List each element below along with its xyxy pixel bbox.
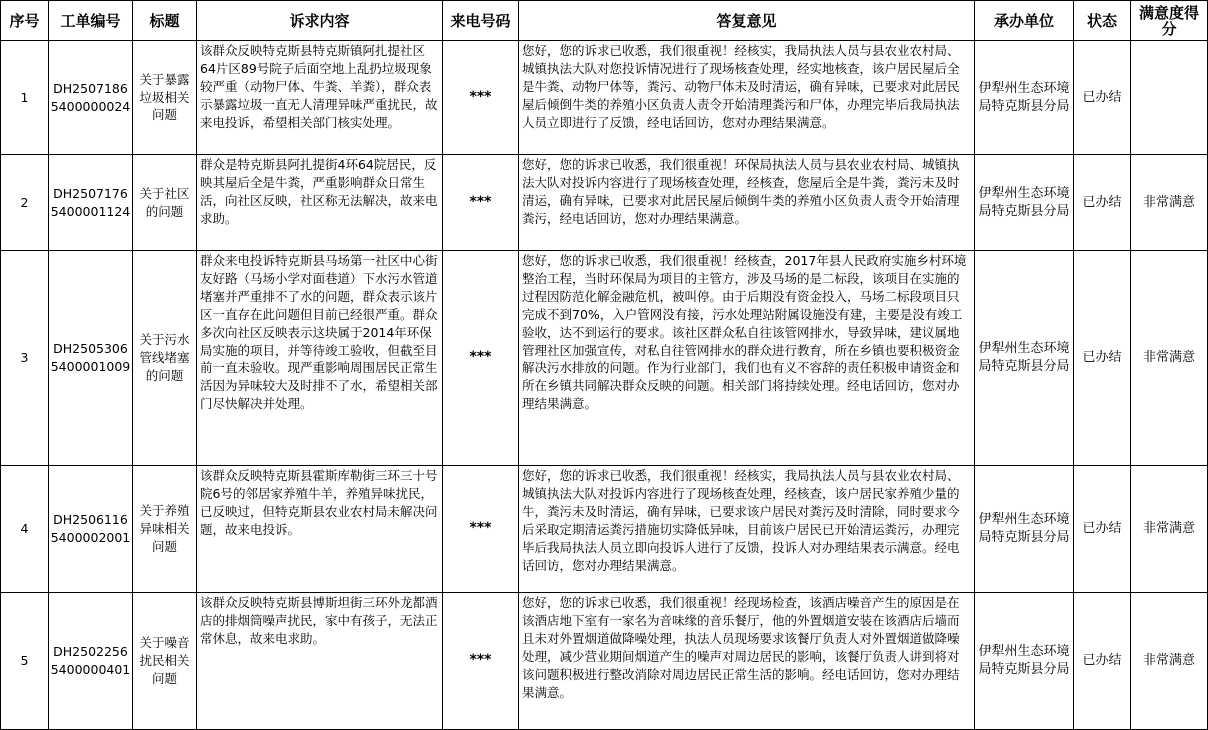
cell-unit: 伊犁州生态环境局特克斯县分局	[975, 41, 1074, 155]
cell-ticket-id: DH25022565400000401	[49, 593, 133, 730]
cell-reply: 您好，您的诉求已收悉，我们很重视！经核实，我局执法人员与县农业农村局、城镇执法大队对投诉内容进行了现场核查处理，经核查，该户居民家养殖少量的牛，粪污未及时清运，确有异味，已要求该户居民对粪污及时清除，同时要求今后采取定期清运粪污措施切实降低异味，目前该户居民已开始清运粪污，办理完毕后我局执法人员立即向投诉人进行了反馈，投诉人对办理结果表示满意。经电话回访，您对办理结果满意。	[519, 466, 975, 593]
cell-ticket-id: DH25061165400002001	[49, 466, 133, 593]
cell-title: 关于污水管线堵塞的问题	[133, 251, 197, 466]
cell-content: 该群众反映特克斯县霍斯库勒街三环三十号院6号的邻居家养殖牛羊，养殖异味扰民，已反映过，但特克斯县农业农村局未解决问题，故来电投诉。	[197, 466, 443, 593]
table-row	[1, 593, 1208, 730]
header-title: 标题	[133, 1, 197, 41]
cell-seq: 1	[1, 41, 49, 155]
cell-unit: 伊犁州生态环境局特克斯县分局	[975, 593, 1074, 730]
cell-score: 非常满意	[1131, 466, 1208, 593]
header-seq: 序号	[1, 1, 49, 41]
cell-unit: 伊犁州生态环境局特克斯县分局	[975, 466, 1074, 593]
cell-ticket-id: DH25071865400000024	[49, 41, 133, 155]
header-score: 满意度得分	[1131, 1, 1208, 41]
cell-status: 已办结	[1074, 466, 1131, 593]
cell-seq: 2	[1, 155, 49, 251]
header-phone: 来电号码	[443, 1, 519, 41]
cell-score: 非常满意	[1131, 155, 1208, 251]
cell-title: 关于社区的问题	[133, 155, 197, 251]
header-reply: 答复意见	[519, 1, 975, 41]
cell-status: 已办结	[1074, 155, 1131, 251]
table-row	[1, 41, 1208, 155]
cell-seq: 4	[1, 466, 49, 593]
cell-score	[1131, 41, 1208, 155]
cell-score: 非常满意	[1131, 251, 1208, 466]
cell-reply: 您好，您的诉求已收悉，我们很重视！经现场检查，该酒店噪音产生的原因是在该酒店地下室有一家名为音味缘的音乐餐厅，他的外置烟道安装在该酒店后墙而且未对外置烟道做降噪处理，执法人员现场要求该餐厅负责人对外置烟道做降噪处理，减少营业期间烟道产生的噪声对周边居民的影响，该餐厅负责人讲到将对该问题积极进行整改消除对周边居民正常生活的影响。经电话回访，您对办理结果满意。	[519, 593, 975, 730]
header-ticket-id: 工单编号	[49, 1, 133, 41]
cell-seq: 5	[1, 593, 49, 730]
cell-score: 非常满意	[1131, 593, 1208, 730]
table-row	[1, 466, 1208, 593]
cell-content: 该群众反映特克斯县特克斯镇阿扎提社区64片区89号院子后面空地上乱扔垃圾现象较严重（动物尸体、牛粪、羊粪），群众表示暴露垃圾一直无人清理异味严重扰民，故来电投诉，希望相关部门核实处理。	[197, 41, 443, 155]
cell-reply: 您好，您的诉求已收悉，我们很重视！经核实，我局执法人员与县农业农村局、城镇执法大队对您投诉情况进行了现场核查处理，经实地核查，该户居民屋后全是牛粪、动物尸体等，粪污、动物尸体未及时清运，确有异味，已要求对此居民屋后倾倒牛类的养殖小区负责人责令开始清理粪污和尸体，办理完毕后我局执法人员立即进行了反馈，经电话回访，您对办理结果满意。	[519, 41, 975, 155]
cell-seq: 3	[1, 251, 49, 466]
cell-status: 已办结	[1074, 251, 1131, 466]
cell-title: 关于噪音扰民相关问题	[133, 593, 197, 730]
header-row	[1, 1, 1208, 41]
cell-status: 已办结	[1074, 593, 1131, 730]
cell-phone: ***	[443, 41, 519, 155]
cell-reply: 您好，您的诉求已收悉，我们很重视！经核查，2017年县人民政府实施乡村环境整治工程，当时环保局为项目的主管方，涉及马场的是二标段，该项目在实施的过程因防范化解金融危机，被叫停。由于后期没有资金投入，马场二标段项目只完成不到70%，入户管网没有接，污水处理站附属设施没有建，主要是没有竣工验收，达不到运行的要求。该社区群众私自往该管网排水，导致异味，建议属地管理社区加强宣传，对私自往管网排水的群众进行教育，所在乡镇也要积极资金解决污水排放的问题。作为行业部门，我们也有义不容辞的责任积极申请资金和所在乡镇共同解决群众反映的问题。相关部门将持续处理。经电话回访，您对办理结果满意。	[519, 251, 975, 466]
cell-unit: 伊犁州生态环境局特克斯县分局	[975, 155, 1074, 251]
cell-reply: 您好，您的诉求已收悉，我们很重视！环保局执法人员与县农业农村局、城镇执法大队对投诉内容进行了现场核查处理，经核查，您屋后全是牛粪，粪污未及时清运，确有异味，已要求对此居民屋后倾倒牛类的养殖小区负责人责令开始清理粪污，经电话回访，您对办理结果满意。	[519, 155, 975, 251]
header-content: 诉求内容	[197, 1, 443, 41]
table-row	[1, 155, 1208, 251]
cell-phone: ***	[443, 251, 519, 466]
cell-content: 群众来电投诉特克斯县马场第一社区中心街友好路（马场小学对面巷道）下水污水管道堵塞并严重排不了水的问题，群众表示该片区一直存在此问题但目前已经很严重。群众多次向社区反映表示这块属于2014年环保局实施的项目，并等待竣工验收，但截至目前一直未验收。现严重影响周围居民正常生活因为异味较大及时排不了水，希望相关部门尽快解决并处理。	[197, 251, 443, 466]
cell-ticket-id: DH25053065400001009	[49, 251, 133, 466]
cell-phone: ***	[443, 466, 519, 593]
cell-unit: 伊犁州生态环境局特克斯县分局	[975, 251, 1074, 466]
cell-status: 已办结	[1074, 41, 1131, 155]
cell-content: 该群众反映特克斯县博斯坦街三环外龙都酒店的排烟筒噪声扰民，家中有孩子，无法正常休息，故来电求助。	[197, 593, 443, 730]
cell-title: 关于暴露垃圾相关问题	[133, 41, 197, 155]
cell-ticket-id: DH25071765400001124	[49, 155, 133, 251]
cell-content: 群众是特克斯县阿扎提街4环64院居民，反映其屋后全是牛粪，严重影响群众日常生活，向社区反映，社区称无法解决，故来电求助。	[197, 155, 443, 251]
cell-phone: ***	[443, 155, 519, 251]
header-status: 状态	[1074, 1, 1131, 41]
cell-title: 关于养殖异味相关问题	[133, 466, 197, 593]
table-row	[1, 251, 1208, 466]
header-unit: 承办单位	[975, 1, 1074, 41]
cell-phone: ***	[443, 593, 519, 730]
